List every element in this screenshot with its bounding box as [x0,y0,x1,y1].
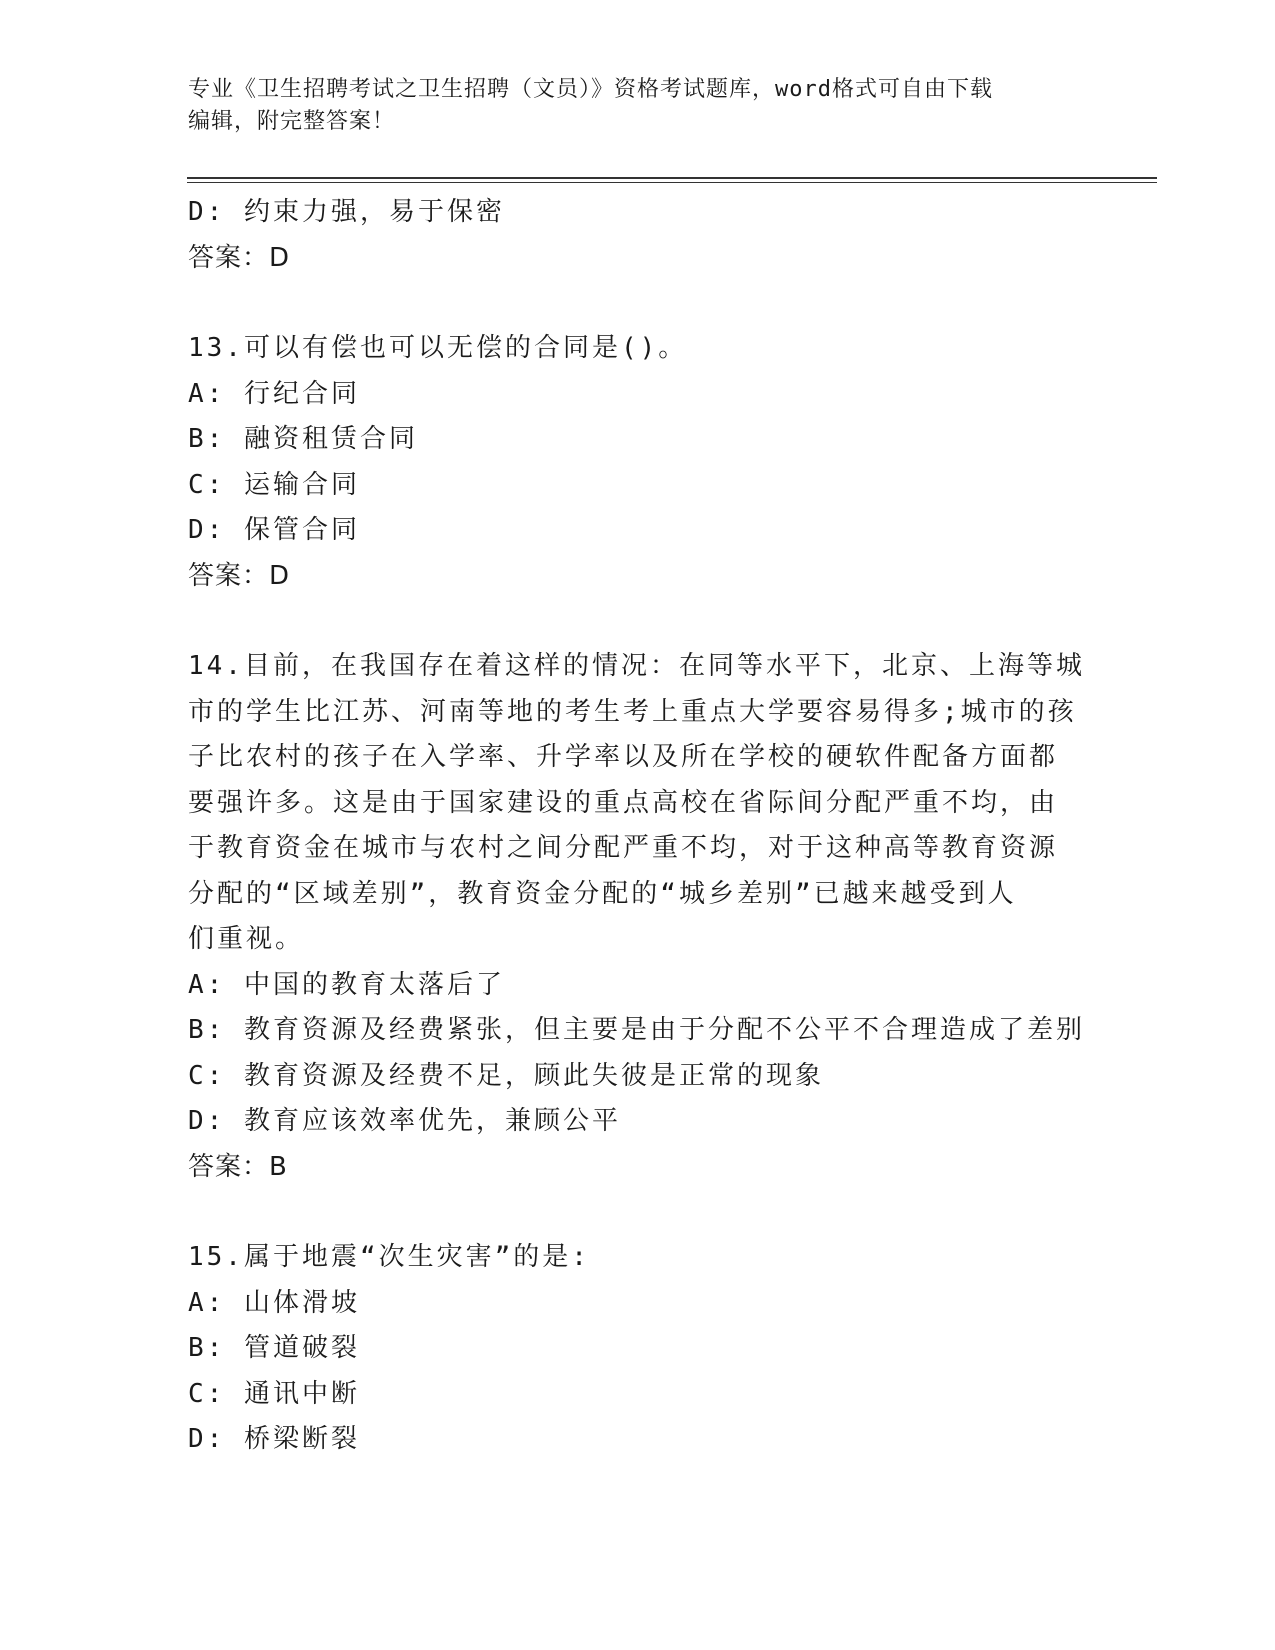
question-stem-line: 市的学生比江苏、河南等地的考生考上重点大学要容易得多;城市的孩 [188,696,1077,727]
answer-line: 答案：D [188,560,291,591]
option-b: B: 融资租赁合同 [188,424,418,454]
answer-line: 答案：B [188,1151,288,1182]
option-d: D: 桥梁断裂 [188,1424,360,1454]
option-c: C: 运输合同 [188,469,360,500]
question-12-tail [188,190,1088,281]
question-15 [188,1235,1088,1463]
question-stem-line: 子比农村的孩子在入学率、升学率以及所在学校的硬软件配备方面都 [188,742,1059,772]
document-header [188,74,1088,138]
header-line-1: 专业《卫生招聘考试之卫生招聘（文员）》资格考试题库，word格式可自由下载 [188,77,993,102]
question-14 [188,644,1088,1190]
option-a: A: 行纪合同 [188,378,360,409]
question-stem-line: 要强许多。这是由于国家建设的重点高校在省际间分配严重不均，由 [188,787,1059,818]
answer-line: 答案：D [188,242,291,273]
question-stem: 13.可以有偿也可以无偿的合同是()。 [188,333,688,363]
header-line-2: 编辑，附完整答案！ [188,109,396,134]
spacer [188,599,1088,644]
option-b: B: 管道破裂 [188,1333,360,1363]
header-divider-thin [187,182,1157,183]
question-stem-line: 14.目前，在我国存在着这样的情况：在同等水平下，北京、上海等城 [188,651,1085,681]
option-c: C: 教育资源及经费不足，顾此失彼是正常的现象 [188,1060,824,1091]
option-b: B: 教育资源及经费紧张，但主要是由于分配不公平不合理造成了差别 [188,1015,1085,1045]
option-c: C: 通讯中断 [188,1378,360,1409]
spacer [188,1190,1088,1235]
question-stem-line: 分配的“区域差别”，教育资金分配的“城乡差别”已越来越受到人 [188,878,1017,909]
question-13 [188,326,1088,599]
spacer [188,281,1088,326]
question-content [188,190,1088,1463]
question-stem-line: 于教育资金在城市与农村之间分配严重不均，对于这种高等教育资源 [188,833,1059,863]
option-a: A: 山体滑坡 [188,1287,360,1318]
question-stem-line: 们重视。 [188,924,305,954]
option-d: D: 保管合同 [188,515,360,545]
question-stem [188,644,1088,963]
option-d: D: 约束力强，易于保密 [188,197,505,227]
option-d: D: 教育应该效率优先，兼顾公平 [188,1106,621,1136]
option-a: A: 中国的教育太落后了 [188,969,505,1000]
header-divider-thick [187,177,1157,179]
question-stem: 15.属于地震“次生灾害”的是: [188,1242,590,1272]
